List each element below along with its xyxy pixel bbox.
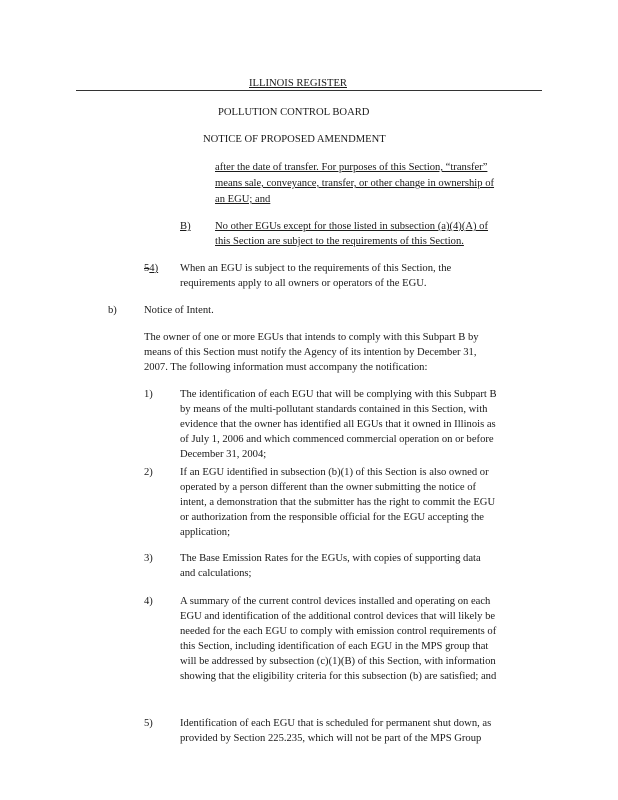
list-item-line: and calculations; bbox=[180, 568, 252, 579]
register-title: ILLINOIS REGISTER bbox=[249, 78, 347, 89]
section-b-label: b) bbox=[108, 305, 117, 316]
new-number: 4) bbox=[149, 263, 159, 274]
list-item-line: A summary of the current control devices installed and operating on each bbox=[180, 596, 491, 607]
list-item-line: If an EGU identified in subsection (b)(1) of this Section is also owned or bbox=[180, 467, 489, 478]
list-item-line: will be addressed by subsection (c)(1)(B) of this Section, with information bbox=[180, 656, 496, 667]
list-item-line: evidence that the owner has identified all EGUs that it owned in Illinois as bbox=[180, 419, 496, 430]
item-b-line: this Section are subject to the requirements of this Section. bbox=[215, 236, 464, 247]
list-item-line: intent, a demonstration that the submitter has the right to commit the EGU bbox=[180, 497, 496, 508]
intro-line: The owner of one or more EGUs that intends to comply with this Subpart B by bbox=[144, 332, 479, 343]
notice-title: NOTICE OF PROPOSED AMENDMENT bbox=[203, 134, 386, 145]
list-item-label: 2) bbox=[144, 467, 153, 478]
board-title: POLLUTION CONTROL BOARD bbox=[218, 107, 370, 118]
list-item-line: of July 1, 2006 and which commenced commercial operation on or before bbox=[180, 434, 494, 445]
continuation-line: after the date of transfer. For purposes of this Section, “transfer” bbox=[215, 162, 488, 173]
list-item-line: Identification of each EGU that is scheduled for permanent shut down, as bbox=[180, 718, 492, 729]
list-item-label: 1) bbox=[144, 389, 153, 400]
list-item-line: EGU and identification of the additional control devices that will likely be bbox=[180, 611, 496, 622]
list-item-label: 5) bbox=[144, 718, 153, 729]
item-b-label: B) bbox=[180, 221, 191, 232]
list-item-line: operated by a person different than the owner submitting the notice of bbox=[180, 482, 477, 493]
intro-line: 2007. The following information must accompany the notification: bbox=[144, 362, 428, 373]
list-item-line: The identification of each EGU that will be complying with this Subpart B bbox=[180, 389, 497, 400]
item-4-line: requirements apply to all owners or operators of the EGU. bbox=[180, 278, 427, 289]
struck-number: 5 bbox=[144, 263, 150, 274]
section-b-title: Notice of Intent. bbox=[144, 305, 214, 316]
list-item-line: showing that the eligibility criteria for this subsection (b) are satisfied; and bbox=[180, 671, 497, 682]
list-item-line: application; bbox=[180, 527, 231, 538]
list-item-line: The Base Emission Rates for the EGUs, with copies of supporting data bbox=[180, 553, 481, 564]
list-item-line: this Section, including identification of each EGU in the MPS group that bbox=[180, 641, 489, 652]
continuation-line: an EGU; and bbox=[215, 194, 271, 205]
list-item-line: provided by Section 225.235, which will not be part of the MPS Group bbox=[180, 733, 482, 744]
list-item-line: December 31, 2004; bbox=[180, 449, 267, 460]
list-item-label: 3) bbox=[144, 553, 153, 564]
intro-line: means of this Section must notify the Agency of its intention by December 31, bbox=[144, 347, 477, 358]
continuation-line: means sale, conveyance, transfer, or other change in ownership of bbox=[215, 178, 495, 189]
item-4-line: When an EGU is subject to the requirements of this Section, the bbox=[180, 263, 452, 274]
list-item-line: or authorization from the responsible official for the EGU accepting the bbox=[180, 512, 484, 523]
header-rule bbox=[76, 90, 542, 91]
item-b-line: No other EGUs except for those listed in subsection (a)(4)(A) of bbox=[215, 221, 489, 232]
item-4-label bbox=[144, 261, 158, 276]
list-item-line: needed for the each EGU to comply with emission control requirements of bbox=[180, 626, 497, 637]
list-item-line: by means of the multi-pollutant standards contained in this Section, with bbox=[180, 404, 488, 415]
list-item-label: 4) bbox=[144, 596, 153, 607]
